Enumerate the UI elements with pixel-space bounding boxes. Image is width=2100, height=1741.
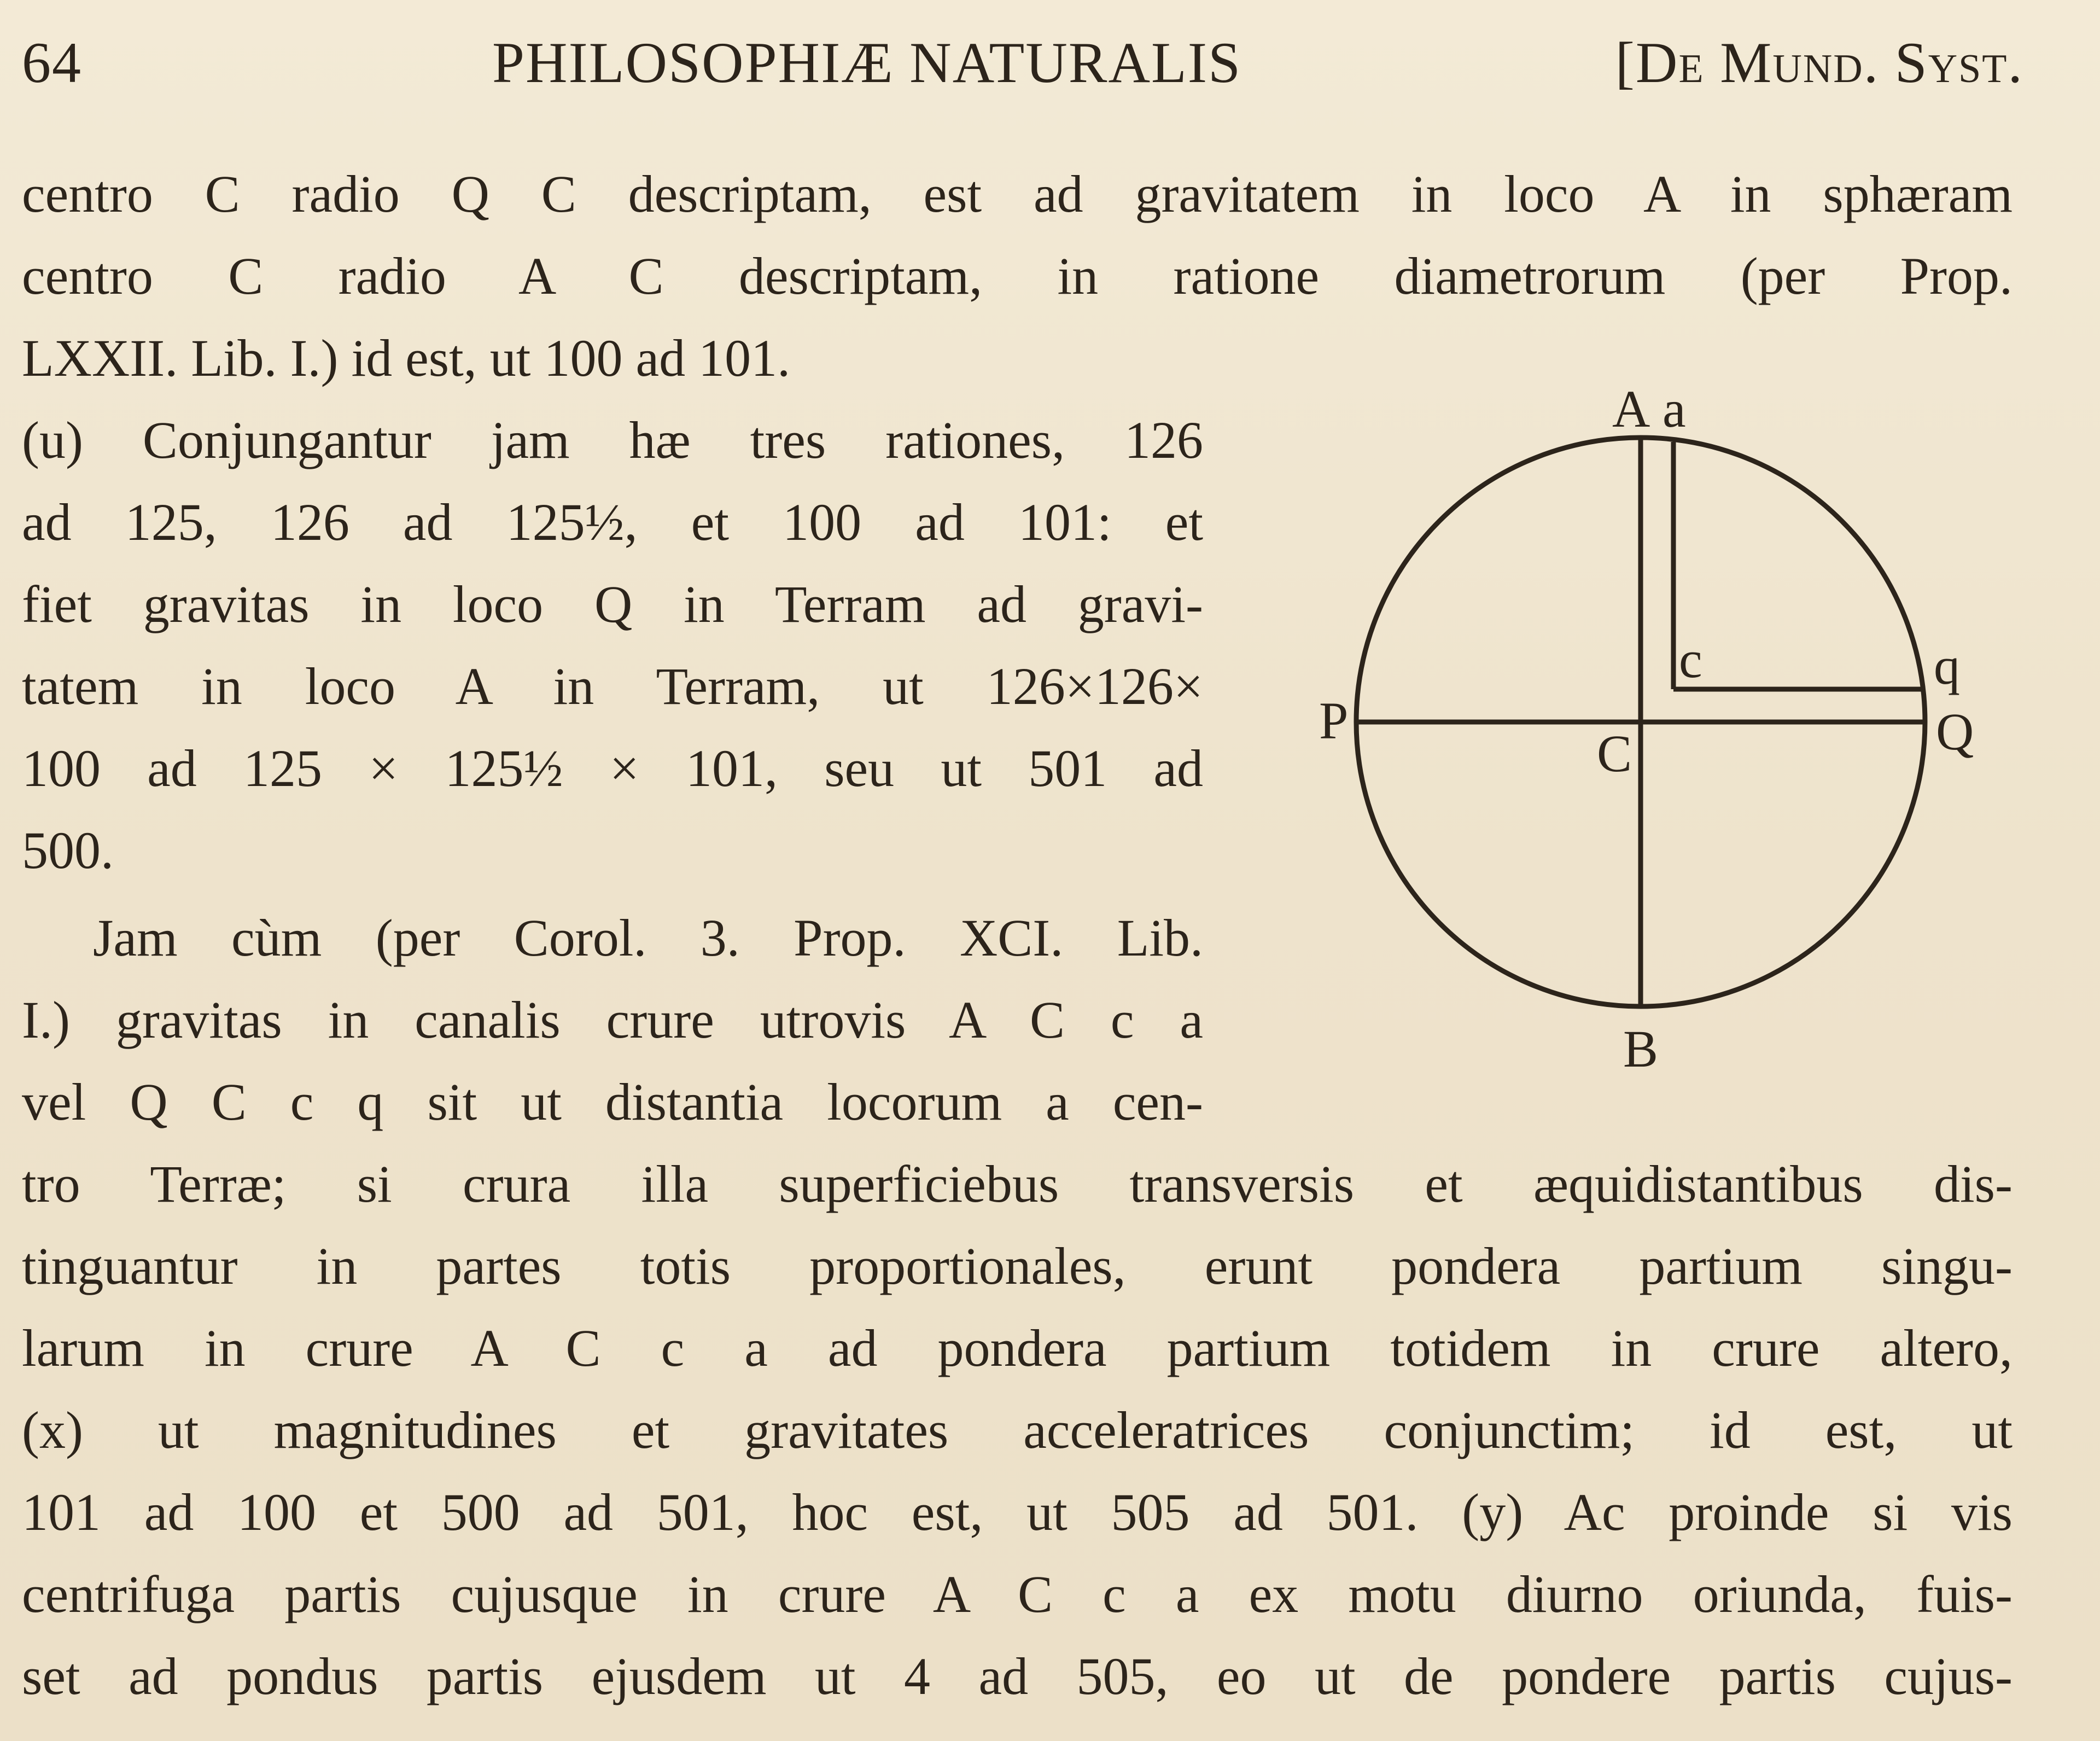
text-line: 500. [22, 821, 114, 880]
text-line: centrifuga partis cujusque in crure A C c a ex motu diurno oriunda, fuis- [22, 1565, 2012, 1623]
label-B: B [1623, 1020, 1659, 1078]
text-line: 101 ad 100 et 500 ad 501, hoc est, ut 505 ad 501. (y) Ac proinde si vis [22, 1483, 2012, 1541]
label-q: q [1934, 637, 1960, 695]
figure-svg [1280, 377, 2056, 1105]
label-c: c [1679, 630, 1702, 689]
text-line: tatem in loco A in Terram, ut 126×126× [22, 657, 1203, 715]
text-line: fiet gravitas in loco Q in Terram ad gravi- [22, 575, 1203, 633]
label-Q: Q [1936, 702, 1974, 761]
section-title: [De Mund. Syst. [1615, 31, 2023, 95]
text-line: (u) Conjungantur jam hæ tres rationes, 126 [22, 411, 1203, 469]
page-header [22, 22, 2023, 104]
earth-channel-figure [1280, 377, 2056, 1105]
text-line: vel Q C c q sit ut distantia locorum a cen- [22, 1073, 1203, 1131]
running-title: PHILOSOPHIÆ NATURALIS [492, 31, 1242, 95]
label-A: A [1612, 380, 1650, 438]
page-number: 64 [22, 31, 82, 95]
text-line: tinguantur in partes totis proportionales, erunt pondera partium singu- [22, 1237, 2012, 1295]
text-line: (x) ut magnitudines et gravitates acceleratrices conjunctim; id est, ut [22, 1401, 2012, 1459]
text-line: I.) gravitas in canalis crure utrovis A C c a [22, 991, 1203, 1049]
text-line: centro C radio A C descriptam, in ratione diametrorum (per Prop. [22, 247, 2012, 305]
text-line: set ad pondus partis ejusdem ut 4 ad 505, eo ut de pondere partis cujus- [22, 1647, 2012, 1705]
text-line: 100 ad 125 × 125½ × 101, seu ut 501 ad [22, 739, 1203, 797]
text-line: Jam cùm (per Corol. 3. Prop. XCI. Lib. [93, 909, 1203, 967]
text-line: tro Terræ; si crura illa superficiebus transversis et æquidistantibus dis- [22, 1155, 2012, 1213]
label-a: a [1662, 380, 1686, 438]
text-line: ad 125, 126 ad 125½, et 100 ad 101: et [22, 493, 1203, 551]
text-line: larum in crure A C c a ad pondera partium totidem in crure altero, [22, 1319, 2012, 1377]
label-C: C [1597, 724, 1632, 783]
text-line: LXXII. Lib. I.) id est, ut 100 ad 101. [22, 329, 791, 387]
text-line: centro C radio Q C descriptam, est ad gravitatem in loco A in sphæram [22, 165, 2012, 223]
label-P: P [1319, 691, 1349, 750]
